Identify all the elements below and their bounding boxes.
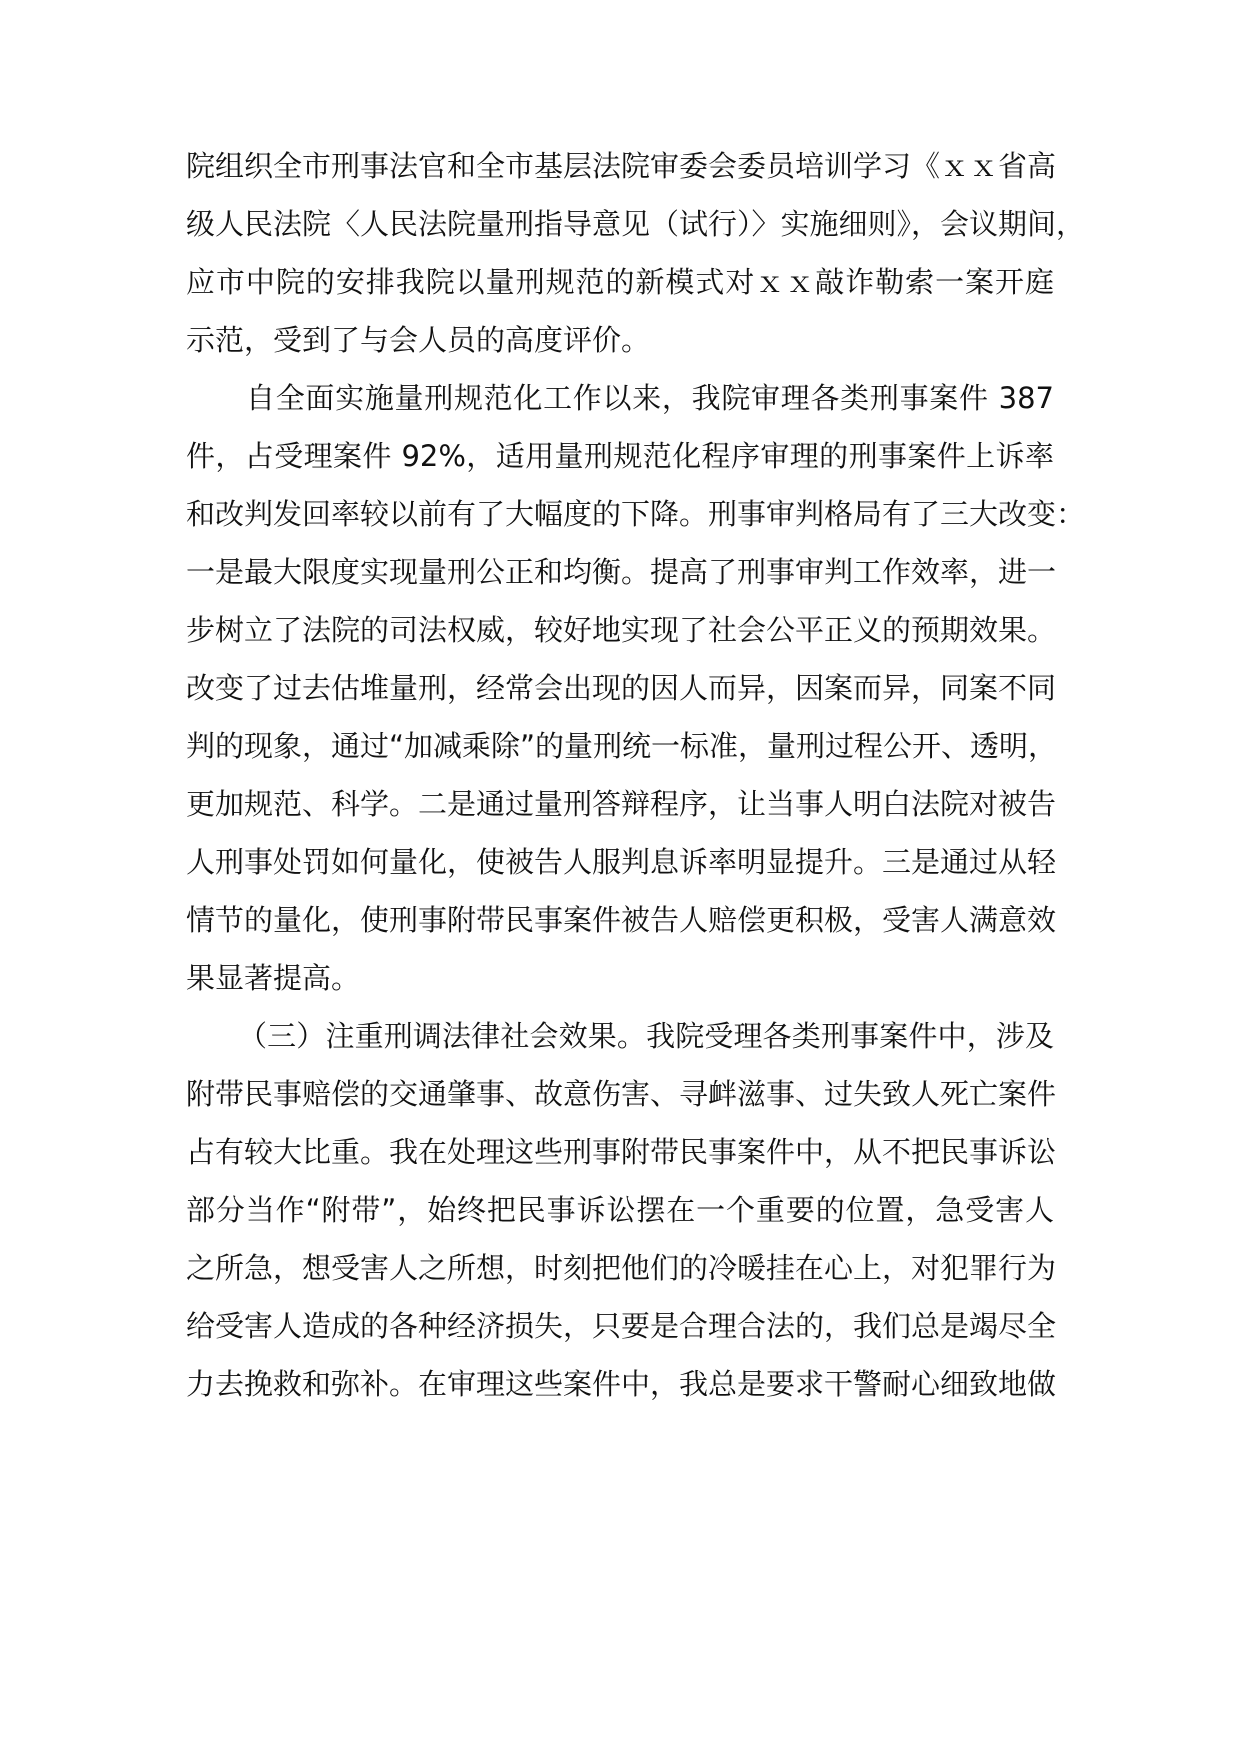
text-line: 占有较大比重。我在处理这些刑事附带民事案件中，从不把民事诉讼 [186, 1135, 1057, 1169]
text-line: 果显著提高。 [186, 961, 361, 995]
paragraph-first-line: （三）注重刑调法律社会效果。我院受理各类刑事案件中，涉及 [238, 1019, 1054, 1053]
text-line: 件，占受理案件 92%，适用量刑规范化程序审理的刑事案件上诉率 [186, 439, 1054, 473]
text-line: 示范，受到了与会人员的高度评价。 [186, 323, 651, 357]
text-line: 之所急，想受害人之所想，时刻把他们的冷暖挂在心上，对犯罪行为 [186, 1251, 1057, 1285]
text-line: 级人民法院〈人民法院量刑指导意见（试行）〉实施细则》，会议期间， [186, 207, 1086, 241]
text-line: 人刑事处罚如何量化，使被告人服判息诉率明显提升。三是通过从轻 [186, 845, 1057, 879]
text-line: 给受害人造成的各种经济损失，只要是合理合法的，我们总是竭尽全 [186, 1309, 1057, 1343]
text-line: 判的现象，通过“加减乘除”的量刑统一标准，量刑过程公开、透明， [186, 729, 1058, 763]
text-line: 附带民事赔偿的交通肇事、故意伤害、寻衅滋事、过失致人死亡案件 [186, 1077, 1057, 1111]
text-line: 步树立了法院的司法权威，较好地实现了社会公平正义的预期效果。 [186, 613, 1057, 647]
text-line: 部分当作“附带”，始终把民事诉讼摆在一个重要的位置，急受害人 [186, 1193, 1054, 1227]
text-line: 情节的量化，使刑事附带民事案件被告人赔偿更积极，受害人满意效 [186, 903, 1057, 937]
text-line: 更加规范、科学。二是通过量刑答辩程序，让当事人明白法院对被告 [186, 787, 1057, 821]
text-line: 应市中院的安排我院以量刑规范的新模式对ｘｘ敲诈勒索一案开庭 [186, 265, 1054, 299]
text-line: 力去挽救和弥补。在审理这些案件中，我总是要求干警耐心细致地做 [186, 1367, 1057, 1401]
text-line: 一是最大限度实现量刑公正和均衡。提高了刑事审判工作效率，进一 [186, 555, 1057, 589]
text-line: 改变了过去估堆量刑，经常会出现的因人而异，因案而异，同案不同 [186, 671, 1057, 705]
paragraph-first-line: 自全面实施量刑规范化工作以来，我院审理各类刑事案件 387 [246, 381, 1054, 415]
text-line: 院组织全市刑事法官和全市基层法院审委会委员培训学习《ｘｘ省高 [186, 149, 1057, 183]
text-line: 和改判发回率较以前有了大幅度的下降。刑事审判格局有了三大改变： [186, 497, 1086, 531]
